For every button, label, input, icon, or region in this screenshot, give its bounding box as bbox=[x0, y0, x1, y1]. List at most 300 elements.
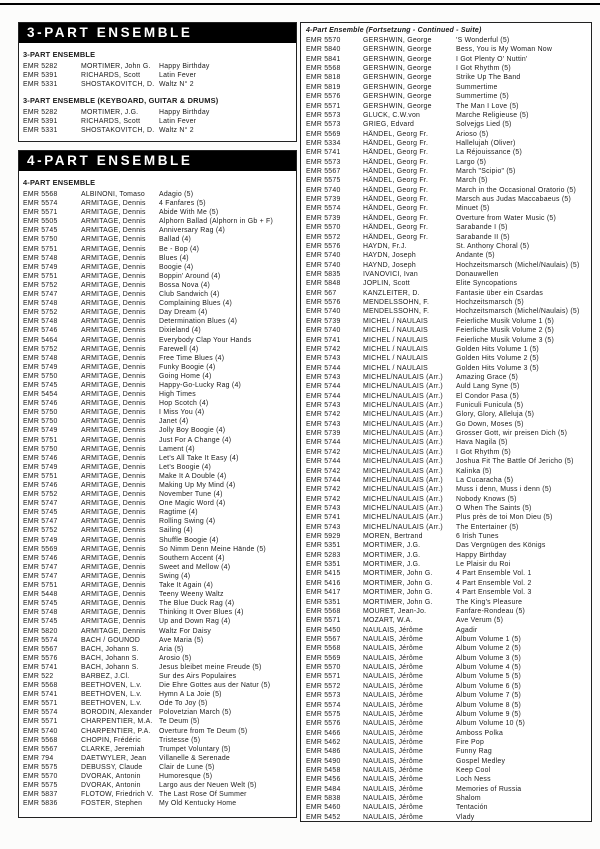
item-title: Anniversary Rag (4) bbox=[159, 227, 226, 235]
list-item bbox=[23, 426, 296, 435]
list-item bbox=[23, 636, 296, 645]
list-item bbox=[23, 790, 296, 799]
item-composer: ARMITAGE, Dennis bbox=[81, 609, 146, 617]
item-ref: EMR 5570 bbox=[306, 37, 341, 44]
item-title: Making Up My Mind (4) bbox=[159, 482, 236, 489]
continued-header: 4-Part Ensemble (Fortsetzung - Continued - Suite) bbox=[306, 27, 482, 34]
item-composer: MICHEL/NAULAIS (Arr.) bbox=[363, 523, 443, 531]
item-ref: EMR 5571 bbox=[306, 673, 341, 681]
item-composer: MICHEL / NAULAIS bbox=[363, 364, 429, 372]
item-composer: ARMITAGE, Dennis bbox=[81, 536, 146, 544]
item-title: Le Plaisir du Roi bbox=[456, 561, 511, 569]
list-item bbox=[306, 195, 591, 204]
item-title: Album Volume 8 (5) bbox=[456, 701, 522, 709]
item-title: Take It Again (4) bbox=[159, 582, 214, 590]
item-ref: EMR 5742 bbox=[306, 411, 341, 419]
item-composer: ARMITAGE, Dennis bbox=[81, 563, 146, 571]
item-ref: EMR 5282 bbox=[23, 109, 58, 117]
item-title: Nobody Knows (5) bbox=[456, 495, 517, 503]
item-title: Album Volume 3 (5) bbox=[456, 654, 522, 662]
item-ref: EMR 5575 bbox=[23, 782, 58, 790]
item-title: Die Ehre Gottes aus der Natur (5) bbox=[159, 682, 271, 690]
item-ref: EMR 5574 bbox=[23, 200, 58, 208]
item-title: 4 Part Ensemble Vol. 1 bbox=[456, 570, 532, 578]
item-title: Summertime (5) bbox=[456, 93, 509, 101]
list-item bbox=[306, 485, 591, 494]
list-item bbox=[306, 139, 591, 148]
list-item bbox=[306, 663, 591, 672]
item-title: Grosser Gott, wir preisen Dich (5) bbox=[456, 430, 568, 438]
subsection-title-3-part-keyboard: 3-PART ENSEMBLE (KEYBOARD, GUITAR & DRUMS) bbox=[23, 96, 219, 106]
item-ref: EMR 5570 bbox=[306, 224, 341, 232]
list-item bbox=[23, 708, 296, 717]
item-title: The Last Rose Of Summer bbox=[159, 791, 247, 799]
item-ref: EMR 5458 bbox=[306, 767, 341, 775]
item-title: Thinking It Over Blues (4) bbox=[159, 609, 244, 617]
item-composer: RICHARDS, Scott bbox=[81, 72, 141, 80]
list-item bbox=[23, 627, 296, 636]
item-composer: ARMITAGE, Dennis bbox=[81, 309, 146, 317]
item-ref: EMR 5749 bbox=[23, 463, 58, 471]
item-ref: EMR 5573 bbox=[306, 121, 341, 129]
list-item bbox=[23, 481, 296, 490]
item-ref: EMR 5569 bbox=[306, 130, 341, 138]
item-title: Polovetzian March (5) bbox=[159, 709, 232, 717]
list-item bbox=[23, 354, 296, 363]
item-ref: EMR 5570 bbox=[23, 773, 58, 780]
item-title: Swing (4) bbox=[159, 572, 191, 580]
item-composer: ARMITAGE, Dennis bbox=[81, 345, 146, 353]
item-title: Sur des Airs Populaires bbox=[159, 672, 237, 680]
item-title: Waltz N° 2 bbox=[159, 127, 194, 135]
item-composer: BACH, Johann S. bbox=[81, 654, 139, 662]
item-composer: ARMITAGE, Dennis bbox=[81, 454, 146, 462]
item-composer: MICHEL/NAULAIS (Arr.) bbox=[363, 504, 443, 512]
item-title: Album Volume 9 (5) bbox=[456, 710, 522, 718]
list-item bbox=[23, 381, 296, 390]
list-item bbox=[306, 719, 591, 728]
item-composer: MICHEL/NAULAIS (Arr.) bbox=[363, 458, 443, 466]
list-item bbox=[306, 803, 591, 812]
item-composer: ARMITAGE, Dennis bbox=[81, 381, 146, 389]
item-composer: DVORAK, Antonin bbox=[81, 773, 141, 780]
item-title: Alphorn Ballad (Alphorn in Gb + F) bbox=[159, 218, 274, 226]
item-ref: EMR 5571 bbox=[306, 617, 341, 625]
item-title: Southern Accent (4) bbox=[159, 554, 225, 562]
item-ref: EMR 5282 bbox=[23, 63, 58, 70]
list-item bbox=[306, 326, 591, 335]
item-ref: EMR 5456 bbox=[306, 776, 341, 784]
list-item bbox=[23, 472, 296, 481]
item-title: Hava Nagila (5) bbox=[456, 439, 508, 447]
item-composer: HÄNDEL, Georg Fr. bbox=[363, 130, 429, 138]
item-ref: EMR 5331 bbox=[23, 81, 58, 89]
item-composer: DAETWYLER, Jean bbox=[81, 754, 147, 762]
item-composer: NAULAIS, Jérôme bbox=[363, 682, 424, 690]
item-title: Album Volume 1 (5) bbox=[456, 636, 522, 643]
item-title: Blues (4) bbox=[159, 254, 189, 262]
item-composer: ARMITAGE, Dennis bbox=[81, 254, 146, 262]
item-composer: MICHEL / NAULAIS bbox=[363, 345, 429, 353]
list-item bbox=[23, 554, 296, 563]
item-ref: EMR 5746 bbox=[23, 400, 58, 408]
item-ref: EMR 5740 bbox=[306, 327, 341, 335]
item-title: The Entertainer (5) bbox=[456, 523, 519, 531]
list-item bbox=[23, 363, 296, 372]
list-item bbox=[23, 563, 296, 572]
item-title: Overture from Te Deum (5) bbox=[159, 727, 248, 735]
item-title: Hallelujah (Oliver) bbox=[456, 139, 516, 147]
item-ref: EMR 5568 bbox=[23, 736, 58, 744]
item-composer: GERSHWIN, George bbox=[363, 102, 432, 110]
list-item bbox=[306, 588, 591, 597]
item-composer: ARMITAGE, Dennis bbox=[81, 572, 146, 580]
item-ref: EMR 5742 bbox=[306, 345, 341, 353]
item-composer: ARMITAGE, Dennis bbox=[81, 400, 146, 408]
item-ref: EMR 794 bbox=[23, 754, 54, 762]
list-item bbox=[306, 682, 591, 691]
item-ref: EMR 5572 bbox=[306, 233, 341, 241]
list-item bbox=[306, 73, 591, 82]
list-item bbox=[306, 616, 591, 625]
item-title: Free Time Blues (4) bbox=[159, 354, 225, 362]
item-ref: EMR 5750 bbox=[23, 418, 58, 426]
list-item bbox=[306, 223, 591, 232]
item-ref: EMR 5576 bbox=[306, 93, 341, 101]
list-item bbox=[306, 569, 591, 578]
item-composer: NAULAIS, Jérôme bbox=[363, 804, 424, 812]
list-item bbox=[23, 454, 296, 463]
list-item bbox=[23, 681, 296, 690]
item-composer: BORODIN, Alexander bbox=[81, 709, 153, 717]
item-composer: MORTIMER, J.G. bbox=[363, 561, 421, 569]
item-title: Sweet and Mellow (4) bbox=[159, 563, 231, 571]
list-item bbox=[306, 654, 591, 663]
item-composer: MICHEL/NAULAIS (Arr.) bbox=[363, 411, 443, 419]
item-title: O When The Saints (5) bbox=[456, 504, 532, 512]
item-title: 4 Part Ensemble Vol. 3 bbox=[456, 589, 532, 597]
item-composer: ARMITAGE, Dennis bbox=[81, 618, 146, 626]
item-ref: EMR 5576 bbox=[306, 299, 341, 307]
item-composer: BEETHOVEN, L.v. bbox=[81, 691, 142, 699]
item-title: Album Volume 7 (5) bbox=[456, 692, 522, 700]
list-item bbox=[23, 699, 296, 708]
item-title: Loch Ness bbox=[456, 776, 491, 784]
item-composer: NAULAIS, Jérôme bbox=[363, 645, 424, 653]
item-composer: HÄNDEL, Georg Fr. bbox=[363, 168, 429, 176]
item-composer: NAULAIS, Jérôme bbox=[363, 692, 424, 700]
item-title: Just For A Change (4) bbox=[159, 436, 232, 444]
item-ref: EMR 5741 bbox=[23, 691, 58, 699]
list-item bbox=[306, 270, 591, 279]
list-item bbox=[306, 186, 591, 195]
list-item bbox=[23, 326, 296, 335]
item-title: Golden Hits Volume 2 (5) bbox=[456, 355, 539, 363]
list-item bbox=[23, 526, 296, 535]
item-ref: EMR 5838 bbox=[306, 795, 341, 803]
item-ref: EMR 5748 bbox=[23, 318, 58, 326]
item-composer: MORTIMER, John G. bbox=[363, 598, 433, 606]
item-title: Go Down, Moses (5) bbox=[456, 420, 524, 428]
item-composer: HÄNDEL, Georg Fr. bbox=[363, 177, 429, 185]
item-composer: GERSHWIN, George bbox=[363, 74, 432, 82]
item-title: Das Vergnügen des Königs bbox=[456, 542, 546, 550]
section-header-3-part bbox=[19, 23, 296, 43]
section-header-4-part-label: 4-PART ENSEMBLE bbox=[27, 153, 193, 168]
item-title: Rolling Swing (4) bbox=[159, 518, 216, 526]
item-ref: EMR 5569 bbox=[23, 545, 58, 553]
item-ref: EMR 5750 bbox=[23, 372, 58, 380]
item-composer: BEETHOVEN, L.v. bbox=[81, 700, 142, 708]
item-composer: ARMITAGE, Dennis bbox=[81, 463, 146, 471]
item-composer: MOURET, Jean-Jo. bbox=[363, 607, 427, 615]
item-composer: BACH, Johann S. bbox=[81, 645, 139, 653]
item-ref: EMR 5571 bbox=[23, 700, 58, 708]
list-item bbox=[23, 336, 296, 345]
item-title: Fantasie über ein Csardas bbox=[456, 289, 544, 297]
list-item bbox=[306, 373, 591, 382]
item-title: Shalom bbox=[456, 795, 481, 803]
list-item bbox=[23, 445, 296, 454]
item-composer: ARMITAGE, Dennis bbox=[81, 363, 146, 371]
list-item bbox=[23, 590, 296, 599]
item-ref: EMR 5741 bbox=[306, 514, 341, 522]
item-ref: EMR 5750 bbox=[23, 445, 58, 453]
list-item bbox=[23, 545, 296, 554]
item-title: Feierliche Musik Volume 1 (5) bbox=[456, 317, 555, 325]
item-ref: EMR 5575 bbox=[23, 763, 58, 771]
item-title: Ballad (4) bbox=[159, 236, 191, 244]
list-item bbox=[23, 108, 296, 117]
item-composer: ARMITAGE, Dennis bbox=[81, 263, 146, 271]
item-ref: EMR 5741 bbox=[23, 663, 58, 671]
item-composer: HÄNDEL, Georg Fr. bbox=[363, 233, 429, 241]
item-composer: NAULAIS, Jérôme bbox=[363, 748, 424, 756]
item-composer: SHOSTAKOVITCH, D. bbox=[81, 127, 155, 135]
list-item bbox=[23, 672, 296, 681]
item-composer: SHOSTAKOVITCH, D. bbox=[81, 81, 155, 89]
item-title: Amazing Grace (5) bbox=[456, 373, 519, 381]
item-ref: EMR 5331 bbox=[23, 127, 58, 135]
item-ref: EMR 5415 bbox=[306, 570, 341, 578]
list-3-part bbox=[23, 62, 296, 89]
item-title: Golden Hits Volume 1 (5) bbox=[456, 345, 539, 353]
item-composer: NAULAIS, Jérôme bbox=[363, 795, 424, 803]
item-ref: EMR 5575 bbox=[306, 177, 341, 185]
list-item bbox=[23, 80, 296, 89]
item-title: Hochzeitsmarsch (Michel/Naulais) (5) bbox=[456, 261, 580, 269]
item-composer: CHARPENTIER, M.A. bbox=[81, 718, 153, 726]
item-ref: EMR 5567 bbox=[306, 168, 341, 176]
item-ref: EMR 5820 bbox=[23, 627, 58, 635]
item-composer: BARBEZ, J.Cl. bbox=[81, 672, 130, 680]
item-ref: EMR 5740 bbox=[23, 727, 58, 735]
item-composer: ARMITAGE, Dennis bbox=[81, 427, 146, 435]
item-title: Going Home (4) bbox=[159, 372, 212, 380]
item-composer: ARMITAGE, Dennis bbox=[81, 472, 146, 480]
item-ref: EMR 5743 bbox=[306, 402, 341, 410]
item-title: My Old Kentucky Home bbox=[159, 800, 237, 808]
item-ref: EMR 5391 bbox=[23, 118, 58, 126]
item-ref: EMR 5573 bbox=[306, 158, 341, 166]
item-ref: EMR 5741 bbox=[306, 336, 341, 344]
item-composer: ARMITAGE, Dennis bbox=[81, 245, 146, 253]
section-header-4-part bbox=[19, 151, 296, 171]
item-title: So Nimm Denn Meine Hände (5) bbox=[159, 545, 266, 553]
list-item bbox=[23, 754, 296, 763]
item-ref: EMR 5574 bbox=[23, 709, 58, 717]
item-composer: DVORAK, Antonin bbox=[81, 782, 141, 790]
list-item bbox=[23, 645, 296, 654]
item-title: Marche Religieuse (5) bbox=[456, 111, 529, 119]
item-ref: EMR 5749 bbox=[23, 263, 58, 271]
item-ref: EMR 5568 bbox=[306, 65, 341, 73]
item-composer: CHOPIN, Frédéric bbox=[81, 736, 141, 744]
item-composer: MICHEL / NAULAIS bbox=[363, 336, 429, 344]
list-item bbox=[23, 235, 296, 244]
item-composer: ARMITAGE, Dennis bbox=[81, 436, 146, 444]
section-3-part-ensemble bbox=[18, 22, 297, 142]
list-item bbox=[23, 308, 296, 317]
item-title: Sailing (4) bbox=[159, 527, 193, 535]
item-ref: EMR 5576 bbox=[306, 242, 341, 250]
item-title: Largo (5) bbox=[456, 158, 487, 166]
list-item bbox=[306, 120, 591, 129]
list-item bbox=[306, 598, 591, 607]
list-item bbox=[306, 401, 591, 410]
item-ref: EMR 5751 bbox=[23, 472, 58, 480]
list-item bbox=[23, 717, 296, 726]
section-4-part-continued bbox=[300, 22, 592, 822]
list-item bbox=[306, 738, 591, 747]
list-item bbox=[23, 399, 296, 408]
item-ref: EMR 5745 bbox=[23, 618, 58, 626]
list-item bbox=[23, 654, 296, 663]
item-title: Happy Birthday bbox=[159, 63, 210, 70]
item-title: I Miss You (4) bbox=[159, 409, 205, 417]
item-title: Summertime bbox=[456, 83, 498, 91]
item-ref: EMR 5744 bbox=[306, 476, 341, 484]
item-title: The King's Pleasure bbox=[456, 598, 523, 606]
list-item bbox=[306, 111, 591, 120]
item-ref: EMR 5752 bbox=[23, 491, 58, 499]
item-composer: MICHEL/NAULAIS (Arr.) bbox=[363, 495, 443, 503]
list-item bbox=[306, 354, 591, 363]
item-composer: ARMITAGE, Dennis bbox=[81, 482, 146, 489]
item-composer: NAULAIS, Jérôme bbox=[363, 720, 424, 728]
item-composer: IVANOVICI, Ivan bbox=[363, 270, 418, 278]
item-ref: EMR 5752 bbox=[23, 345, 58, 353]
item-title: Sarabande I (5) bbox=[456, 224, 508, 232]
item-title: Trumpet Voluntary (5) bbox=[159, 745, 231, 753]
item-ref: EMR 5749 bbox=[23, 536, 58, 544]
item-ref: EMR 5567 bbox=[306, 636, 341, 643]
list-item bbox=[306, 233, 591, 242]
item-title: Feierliche Musik Volume 3 (5) bbox=[456, 336, 555, 344]
list-item bbox=[306, 757, 591, 766]
item-composer: ARMITAGE, Dennis bbox=[81, 209, 146, 217]
item-title: Waltz N° 2 bbox=[159, 81, 194, 89]
item-title: One Magic Word (4) bbox=[159, 500, 226, 508]
list-item bbox=[23, 536, 296, 545]
item-ref: EMR 5739 bbox=[306, 196, 341, 204]
list-item bbox=[306, 794, 591, 803]
list-item bbox=[306, 242, 591, 251]
item-ref: EMR 5351 bbox=[306, 598, 341, 606]
list-item bbox=[23, 372, 296, 381]
item-title: Marsch aus Judas Maccabaeus (5) bbox=[456, 196, 571, 204]
list-item bbox=[306, 55, 591, 64]
list-item bbox=[23, 190, 296, 199]
item-ref: EMR 5818 bbox=[306, 74, 341, 82]
list-item bbox=[306, 672, 591, 681]
item-ref: EMR 5391 bbox=[23, 72, 58, 80]
item-composer: ARMITAGE, Dennis bbox=[81, 227, 146, 235]
item-title: Elite Syncopations bbox=[456, 280, 518, 288]
item-composer: MENDELSSOHN, F. bbox=[363, 308, 430, 316]
item-ref: EMR 5567 bbox=[23, 645, 58, 653]
subsection-title-4-part: 4-PART ENSEMBLE bbox=[23, 178, 96, 187]
item-title: Muss i denn, Muss i denn (5) bbox=[456, 486, 552, 494]
item-ref: EMR 5351 bbox=[306, 561, 341, 569]
item-title: Funiculi Funicula (5) bbox=[456, 402, 524, 410]
list-item bbox=[306, 214, 591, 223]
item-composer: ARMITAGE, Dennis bbox=[81, 554, 146, 562]
list-item bbox=[306, 532, 591, 541]
item-title: Hymn A La Joie (5) bbox=[159, 691, 222, 699]
item-ref: EMR 5490 bbox=[306, 757, 341, 765]
list-item bbox=[306, 102, 591, 111]
item-composer: ARMITAGE, Dennis bbox=[81, 545, 146, 553]
list-item bbox=[306, 364, 591, 373]
list-item bbox=[306, 261, 591, 270]
item-composer: ARMITAGE, Dennis bbox=[81, 491, 146, 499]
item-title: Vlady bbox=[456, 813, 475, 821]
item-title: Humoresque (5) bbox=[159, 773, 213, 780]
item-ref: EMR 5747 bbox=[23, 518, 58, 526]
list-item bbox=[306, 813, 591, 822]
list-item bbox=[306, 279, 591, 288]
list-item bbox=[306, 336, 591, 345]
item-title: Ode To Joy (5) bbox=[159, 700, 208, 708]
list-item bbox=[306, 92, 591, 101]
item-composer: ARMITAGE, Dennis bbox=[81, 281, 146, 289]
list-item bbox=[23, 254, 296, 263]
item-composer: GERSHWIN, George bbox=[363, 55, 432, 63]
item-composer: MICHEL / NAULAIS bbox=[363, 355, 429, 363]
item-title: November Tune (4) bbox=[159, 491, 223, 499]
item-ref: EMR 5746 bbox=[23, 454, 58, 462]
item-composer: ARMITAGE, Dennis bbox=[81, 372, 146, 380]
item-title: Sarabande II (5) bbox=[456, 233, 510, 241]
item-ref: EMR 5567 bbox=[23, 745, 58, 753]
item-ref: EMR 5751 bbox=[23, 245, 58, 253]
item-ref: EMR 5745 bbox=[23, 227, 58, 235]
item-title: Lament (4) bbox=[159, 445, 195, 453]
list-item bbox=[23, 208, 296, 217]
list-item bbox=[23, 463, 296, 472]
item-title: Overture from Water Music (5) bbox=[456, 214, 557, 222]
item-ref: EMR 5571 bbox=[23, 209, 58, 217]
item-composer: FLOTOW, Friedrich V. bbox=[81, 791, 154, 799]
item-title: Hochzeitsmarsch (5) bbox=[456, 299, 524, 307]
item-ref: EMR 5747 bbox=[23, 572, 58, 580]
item-title: 6 Irish Tunes bbox=[456, 533, 499, 541]
item-ref: EMR 5739 bbox=[306, 214, 341, 222]
item-composer: MICHEL/NAULAIS (Arr.) bbox=[363, 392, 443, 400]
item-title: Jesus bleibet meine Freude (5) bbox=[159, 663, 262, 671]
item-ref: EMR 5744 bbox=[306, 392, 341, 400]
